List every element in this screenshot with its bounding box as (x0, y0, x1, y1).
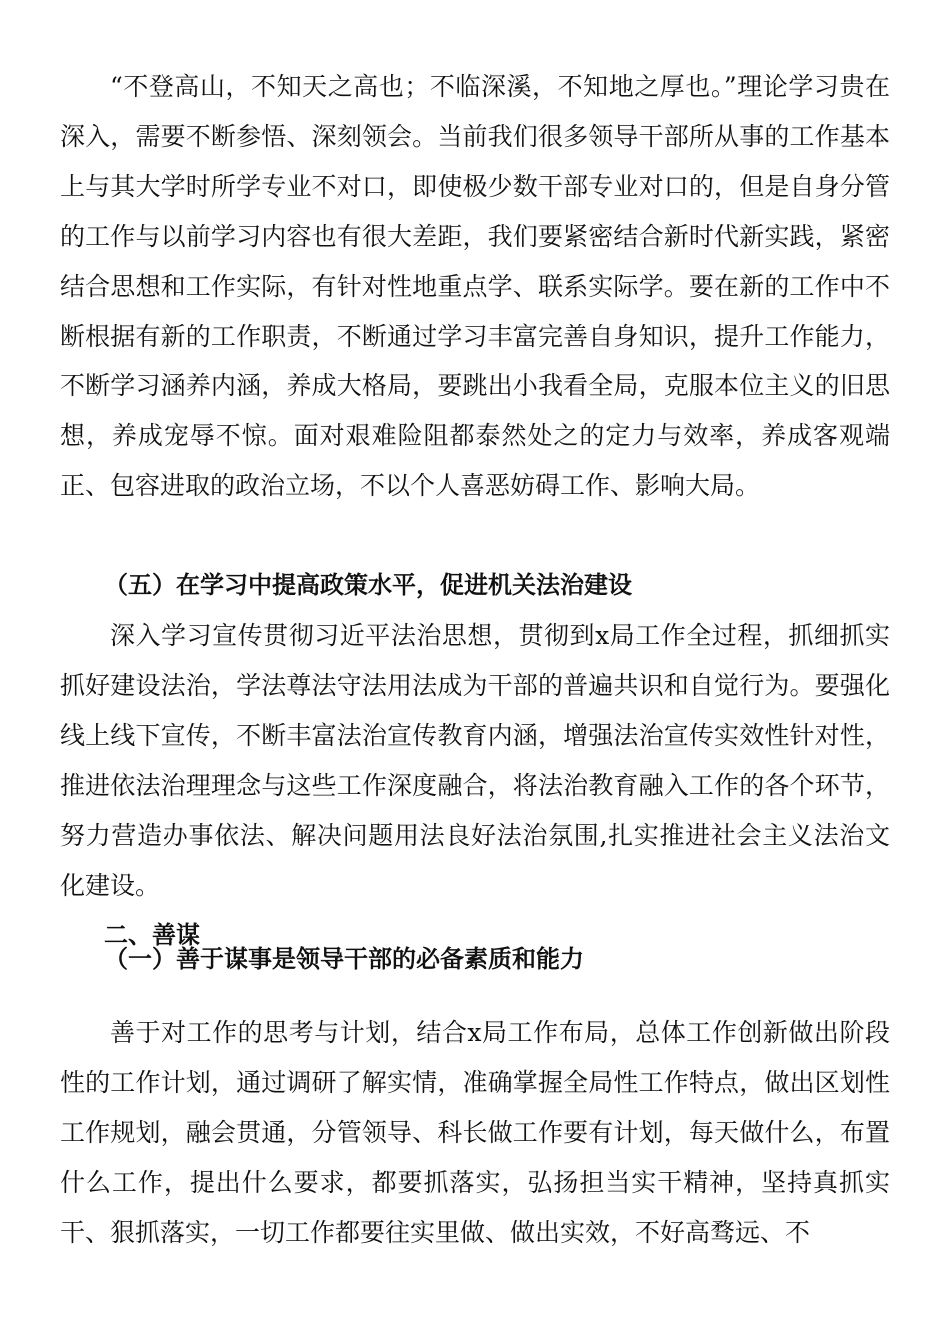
body-paragraph: 深入学习宣传贯彻习近平法治思想，贯彻到x局工作全过程，抓细抓实抓好建设法治，学法尊法守法用法成为干部的普遍共识和自觉行为。要强化线上线下宣传，不断丰富法治宣传教育内涵，增强法治宣传实效性针对性，推进依法治理理念与这些工作深度融合，将法治教育融入工作的各个环节，努力营造办事依法、解决问题用法良好法治氛围,扎实推进社会主义法治文化建设。 (60, 621, 890, 900)
paragraph-block-1 (60, 62, 890, 511)
section-heading-1: （一）善于谋事是领导干部的必备素质和能力 (104, 945, 584, 973)
chapter-heading: 二、善谋 (104, 921, 200, 949)
paragraph-block-3 (60, 1008, 890, 1258)
body-paragraph: “不登高山，不知天之高也；不临深溪，不知地之厚也。”理论学习贵在深入，需要不断参悟、深刻领会。当前我们很多领导干部所从事的工作基本上与其大学时所学专业不对口，即使极少数干部专业对口的，但是自身分管的工作与以前学习内容也有很大差距，我们要紧密结合新时代新实践，紧密结合思想和工作实际，有针对性地重点学、联系实际学。要在新的工作中不断根据有新的工作职责，不断通过学习丰富完善自身知识，提升工作能力，不断学习涵养内涵，养成大格局，要跳出小我看全局，克服本位主义的旧思想，养成宠辱不惊。面对艰难险阻都泰然处之的定力与效率，养成客观端正、包容进取的政治立场，不以个人喜恶妨碍工作、影响大局。 (60, 72, 890, 501)
paragraph-block-2 (60, 611, 890, 910)
body-paragraph: 善于对工作的思考与计划，结合x局工作布局，总体工作创新做出阶段性的工作计划，通过调研了解实情，准确掌握全局性工作特点，做出区划性工作规划，融会贯通，分管领导、科长做工作要有计划，每天做什么，布置什么工作，提出什么要求，都要抓落实，弘扬担当实干精神，坚持真抓实干、狠抓落实，一切工作都要往实里做、做出实效，不好高骛远、不 (60, 1018, 890, 1247)
section-heading-5: （五）在学习中提高政策水平，促进机关法治建设 (104, 571, 632, 599)
